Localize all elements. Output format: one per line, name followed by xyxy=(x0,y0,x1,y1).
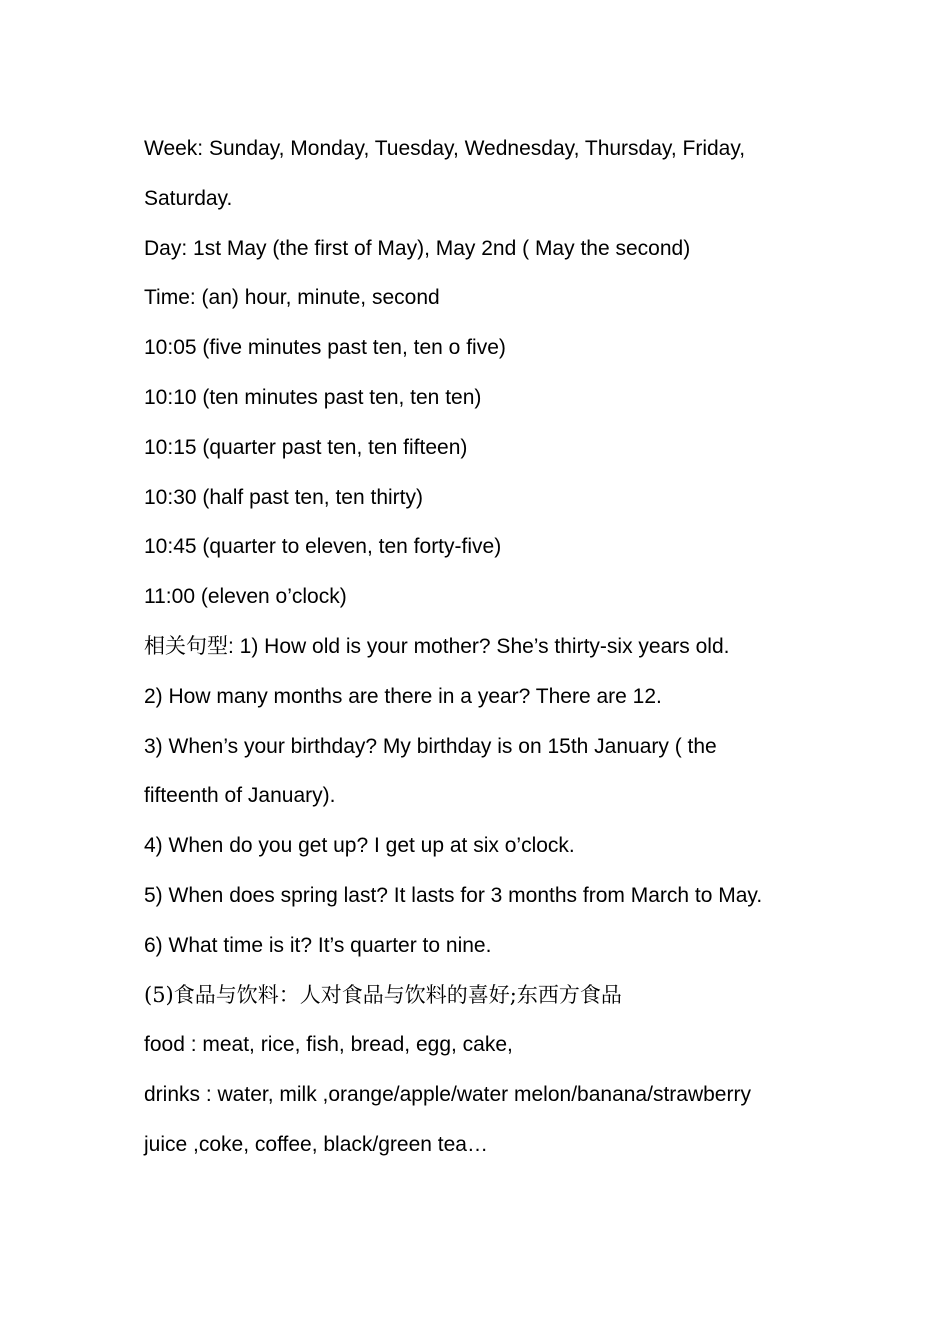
text-line-time-1015: 10:15 (quarter past ten, ten fifteen) xyxy=(144,435,468,459)
text-line-sentence-6: 6) What time is it? It’s quarter to nine. xyxy=(144,933,492,957)
text-line-sentence-5: 5) When does spring last? It lasts for 3 months from March to May. xyxy=(144,883,763,907)
text-line-time: Time: (an) hour, minute, second xyxy=(144,286,440,310)
text-line-time-1005: 10:05 (five minutes past ten, ten o five) xyxy=(144,336,506,360)
text-line-time-1010: 10:10 (ten minutes past ten, ten ten) xyxy=(144,385,482,409)
section-heading-food-drinks: (5)食品与饮料：人对食品与饮料的喜好;东西方食品 xyxy=(144,982,622,1007)
text-line-drinks-cont: juice ,coke, coffee, black/green tea… xyxy=(144,1132,488,1156)
text-line-food: food : meat, rice, fish, bread, egg, cake, xyxy=(144,1033,513,1057)
document-body xyxy=(144,124,824,1170)
text-line-time-1030: 10:30 (half past ten, ten thirty) xyxy=(144,485,423,509)
text-line-sentence-3: 3) When’s your birthday? My birthday is on 15th January ( the xyxy=(144,734,717,758)
text-line-time-1100: 11:00 (eleven o’clock) xyxy=(144,585,347,609)
text-line-week-cont: Saturday. xyxy=(144,186,233,210)
text-line-sentence-3-cont: fifteenth of January). xyxy=(144,784,336,808)
text-line-sentence-4: 4) When do you get up? I get up at six o’clock. xyxy=(144,834,575,858)
text-line-week: Week: Sunday, Monday, Tuesday, Wednesday, Thursday, Friday, xyxy=(144,137,746,160)
text-line-sentence-1: 相关句型: 1) How old is your mother? She’s thirty-six years old. xyxy=(144,634,730,658)
text-line-sentence-2: 2) How many months are there in a year? There are 12. xyxy=(144,684,662,708)
text-line-day: Day: 1st May (the first of May), May 2nd ( May the second) xyxy=(144,236,691,260)
text-line-drinks: drinks : water, milk ,orange/apple/water melon/banana/strawberry xyxy=(144,1083,751,1107)
text-line-time-1045: 10:45 (quarter to eleven, ten forty-five) xyxy=(144,535,502,559)
